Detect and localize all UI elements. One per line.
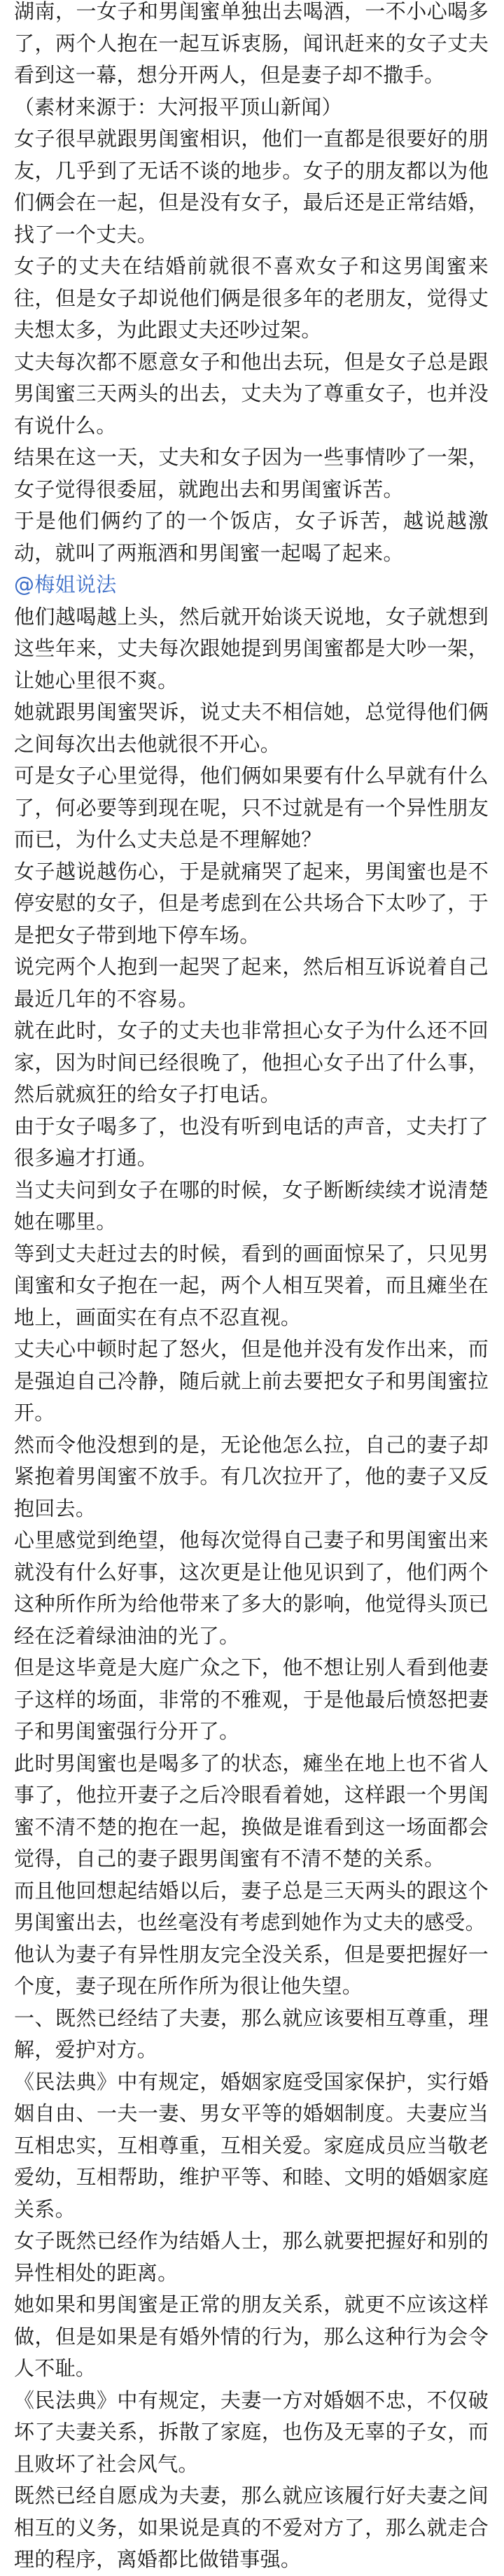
paragraph: 丈夫每次都不愿意女子和他出去玩，但是女子总是跟男闺蜜三天两头的出去，丈夫为了尊重女子，也并没有说什么。 — [14, 349, 489, 438]
paragraph: 女子很早就跟男闺蜜相识，他们一直都是很要好的朋友，几乎到了无话不谈的地步。女子的朋友都以为他们俩会在一起，但是没有女子，最后还是正常结婚，找了一个丈夫。 — [14, 127, 489, 246]
paragraph: 当丈夫问到女子在哪的时候，女子断断续续才说清楚她在哪里。 — [14, 1177, 489, 1233]
source-note: （素材来源于：大河报平顶山新闻） — [14, 94, 342, 119]
paragraph: 他认为妻子有异性朋友完全没关系，但是要把握好一个度，妻子现在所作所为很让他失望。 — [14, 1942, 489, 1998]
paragraph: 女子越说越伤心，于是就痛哭了起来，男闺蜜也是不停安慰的女子，但是考虑到在公共场合下太吵了，于是把女子带到地下停车场。 — [14, 859, 489, 947]
paragraph: 湖南，一女子和男闺蜜单独出去喝酒，一不小心喝多了，两个人抱在一起互诉衷肠，闻讯赶来的女子丈夫看到这一幕，想分开两人，但是妻子却不撒手。 — [14, 0, 489, 87]
paragraph: 丈夫心中顿时起了怒火，但是他并没有发作出来，而是强迫自己冷静，随后就上前去要把女子和男闺蜜拉开。 — [14, 1337, 489, 1424]
paragraph: 由于女子喝多了，也没有听到电话的声音，丈夫打了很多遍才打通。 — [14, 1114, 489, 1170]
paragraph: 既然已经自愿成为夫妻，那么就应该履行好夫妻之间相互的义务，如果说是真的不爱对方了，那么就走合理的程序，离婚都比做错事强。 — [14, 2484, 489, 2571]
paragraph: 《民法典》中有规定，夫妻一方对婚姻不忠，不仅破坏了夫妻关系，拆散了家庭，也伤及无辜的子女，而且败坏了社会风气。 — [14, 2388, 489, 2476]
paragraph: 女子的丈夫在结婚前就很不喜欢女子和这男闺蜜来往，但是女子却说他们俩是很多年的老朋友，觉得丈夫想太多，为此跟丈夫还吵过架。 — [14, 254, 489, 342]
paragraph: 就在此时，女子的丈夫也非常担心女子为什么还不回家，因为时间已经很晚了，他担心女子出了什么事，然后就疯狂的给女子打电话。 — [14, 1018, 489, 1106]
paragraph: 心里感觉到绝望，他每次觉得自己妻子和男闺蜜出来就没有什么好事，这次更是让他见识到了，他们两个这种所作所为给他带来了多大的影响，他觉得头顶已经在泛着绿油油的光了。 — [14, 1528, 489, 1648]
paragraph: 而且他回想起结婚以后，妻子总是三天两头的跟这个男闺蜜出去，也丝毫没有考虑到她作为丈夫的感受。 — [14, 1878, 489, 1934]
paragraph: 等到丈夫赶过去的时候，看到的画面惊呆了，只见男闺蜜和女子抱在一起，两个人相互哭着，而且瘫坐在地上，画面实在有点不忍直视。 — [14, 1241, 489, 1329]
paragraph: 她如果和男闺蜜是正常的朋友关系，就更不应该这样做，但是如果是有婚外情的行为，那么这种行为会令人不耻。 — [14, 2292, 489, 2380]
paragraph: 此时男闺蜜也是喝多了的状态，瘫坐在地上也不省人事了，他拉开妻子之后冷眼看着她，这样跟一个男闺蜜不清不楚的抱在一起，换做是谁看到这一场面都会觉得，自己的妻子跟男闺蜜有不清不楚的关系。 — [14, 1751, 489, 1870]
author-mention-link[interactable]: @梅姐说法 — [14, 573, 117, 596]
paragraph: 一、既然已经结了夫妻，那么就应该要相互尊重，理解，爱护对方。 — [14, 2005, 489, 2062]
paragraph: 结果在这一天，丈夫和女子因为一些事情吵了一架，女子觉得很委屈，就跑出去和男闺蜜诉苦。 — [14, 445, 489, 501]
paragraph: 女子既然已经作为结婚人士，那么就要把握好和别的异性相处的距离。 — [14, 2229, 489, 2285]
paragraph: 《民法典》中有规定，婚姻家庭受国家保护，实行婚姻自由、一夫一妻、男女平等的婚姻制度。夫妻应当互相忠实，互相尊重，互相关爱。家庭成员应当敬老爱幼，互相帮助，维护平等、和睦、文明的婚姻家庭关系。 — [14, 2069, 489, 2221]
paragraph: 但是这毕竟是大庭广众之下，他不想让别人看到他妻子这样的场面，非常的不雅观，于是他最后愤怒把妻子和男闺蜜强行分开了。 — [14, 1656, 489, 1743]
paragraph: 然而令他没想到的是，无论他怎么拉，自己的妻子却紧抱着男闺蜜不放手。有几次拉开了，他的妻子又反抱回去。 — [14, 1432, 489, 1520]
paragraph: 说完两个人抱到一起哭了起来，然后相互诉说着自己最近几年的不容易。 — [14, 955, 489, 1011]
paragraph: 他们越喝越上头，然后就开始谈天说地，女子就想到这些年来，丈夫每次跟她提到男闺蜜都是大吵一架，让她心里很不爽。 — [14, 604, 489, 692]
paragraph: 于是他们俩约了的一个饭店，女子诉苦，越说越激动，就叫了两瓶酒和男闺蜜一起喝了起来。 — [14, 509, 489, 565]
paragraph: 她就跟男闺蜜哭诉，说丈夫不相信她，总觉得他们俩之间每次出去他就很不开心。 — [14, 700, 489, 756]
paragraph: 可是女子心里觉得，他们俩如果要有什么早就有什么了，何必要等到现在呢，只不过就是有一个异性朋友而已，为什么丈夫总是不理解她？ — [14, 764, 489, 851]
